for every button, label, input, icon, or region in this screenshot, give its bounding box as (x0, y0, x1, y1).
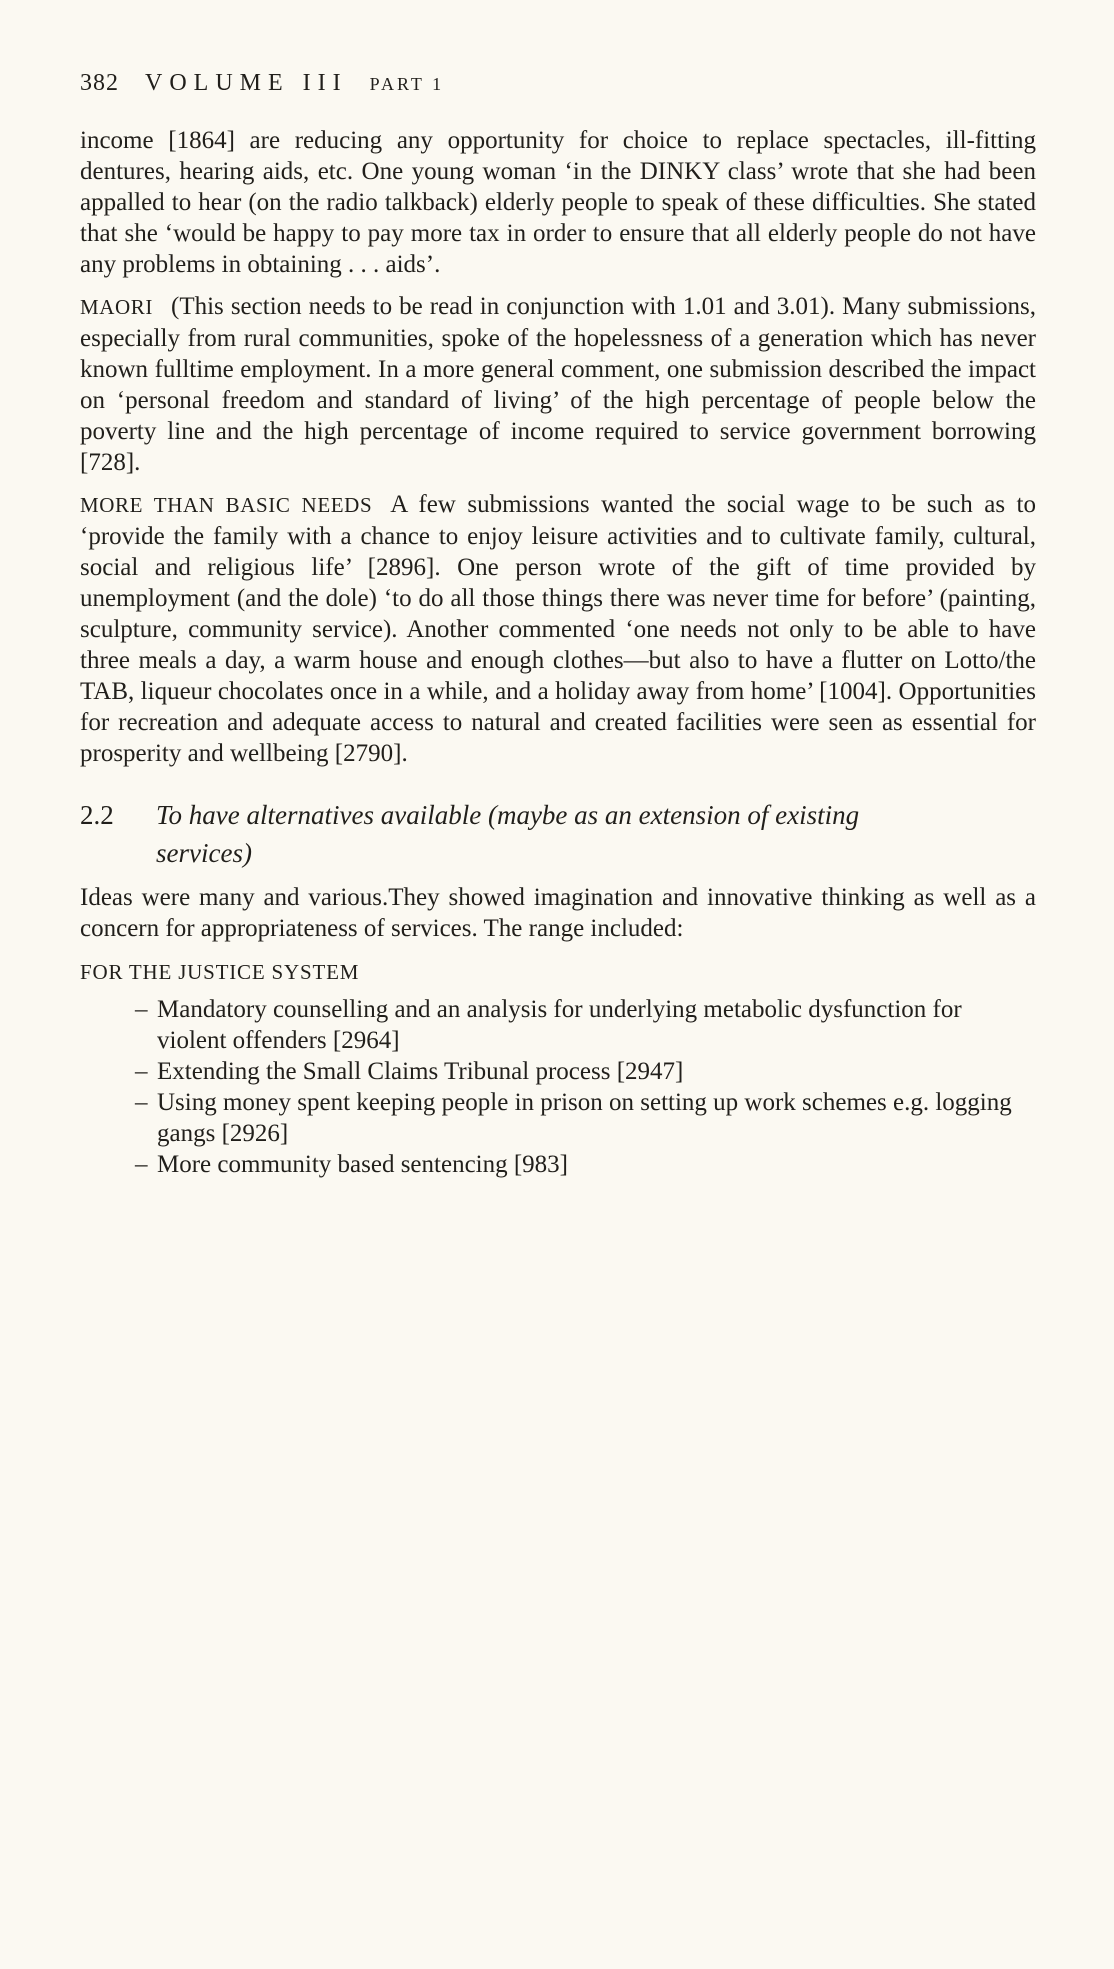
volume-label: VOLUME III (145, 70, 348, 96)
justice-system-list (135, 994, 1036, 1180)
page-number: 382 (80, 70, 119, 96)
list-item (135, 1056, 1036, 1087)
paragraph-more-lead: MORE THAN BASIC NEEDS (80, 493, 373, 517)
dash-bullet: – (135, 1058, 148, 1085)
running-header (80, 70, 1036, 97)
dash-bullet: – (135, 996, 148, 1023)
section-heading (80, 796, 1036, 872)
section-title: To have alternatives available (maybe as an extension of existing services) (156, 800, 860, 868)
section-number: 2.2 (80, 800, 114, 830)
list-item-text: Using money spent keeping people in prison on setting up work schemes e.g. logging gangs [2926] (157, 1089, 1012, 1147)
list-item (135, 1149, 1036, 1180)
list-item-text: Mandatory counselling and an analysis for underlying metabolic dysfunction for violent offenders [2964] (157, 996, 962, 1054)
paragraph-maori-lead: MAORI (80, 295, 154, 319)
paragraph-more-than-basic-needs (80, 489, 1036, 769)
paragraph-maori (80, 291, 1036, 478)
paragraph-more-text: A few submissions wanted the social wage to be such as to ‘provide the family with a chance to enjoy leisure activities and to cultivate family, cultural, social and religious life’ [2896]. One person wrote of the gift of time provided by unemployment (and the dole) ‘to do all those things there was never time for before’ (painting, sculpture, community service). Another commented ‘one needs not only to be able to have three meals a day, a warm house and enough clothes—but also to have a flutter on Lotto/the TAB, liqueur chocolates once in a while, and a holiday away from home’ [1004]. Opportunities for recreation and adequate access to natural and created facilities were seen as essential for prosperity and wellbeing [2790]. (80, 491, 1036, 767)
list-item (135, 994, 1036, 1056)
paragraph-intro: Ideas were many and various.They showed imagination and innovative thinking as well as a concern for appropriateness of services. The range included: (80, 884, 1036, 942)
list-item-text: Extending the Small Claims Tribunal process [2947] (157, 1058, 684, 1085)
part-label: PART 1 (369, 74, 445, 94)
paragraph-income: income [1864] are reducing any opportunity for choice to replace spectacles, ill-fitting dentures, hearing aids, etc. One young woman ‘in the DINKY class’ wrote that she had been appalled to hear (on the radio talkback) elderly people to speak of these difficulties. She stated that she ‘would be happy to pay more tax in order to ensure that all elderly people do not have any problems in obtaining . . . aids’. (80, 127, 1036, 278)
list-item-text: More community based sentencing [983] (157, 1151, 569, 1178)
list-item (135, 1087, 1036, 1149)
dash-bullet: – (135, 1151, 148, 1178)
dash-bullet: – (135, 1089, 148, 1116)
paragraph-maori-text: (This section needs to be read in conjunction with 1.01 and 3.01). Many submissions, especially from rural communities, spoke of the hopelessness of a generation which has never known fulltime employment. In a more general comment, one submission described the impact on ‘personal freedom and standard of living’ of the high percentage of people below the poverty line and the high percentage of income required to service government borrowing [728]. (80, 293, 1036, 476)
justice-system-heading: FOR THE JUSTICE SYSTEM (80, 960, 360, 984)
